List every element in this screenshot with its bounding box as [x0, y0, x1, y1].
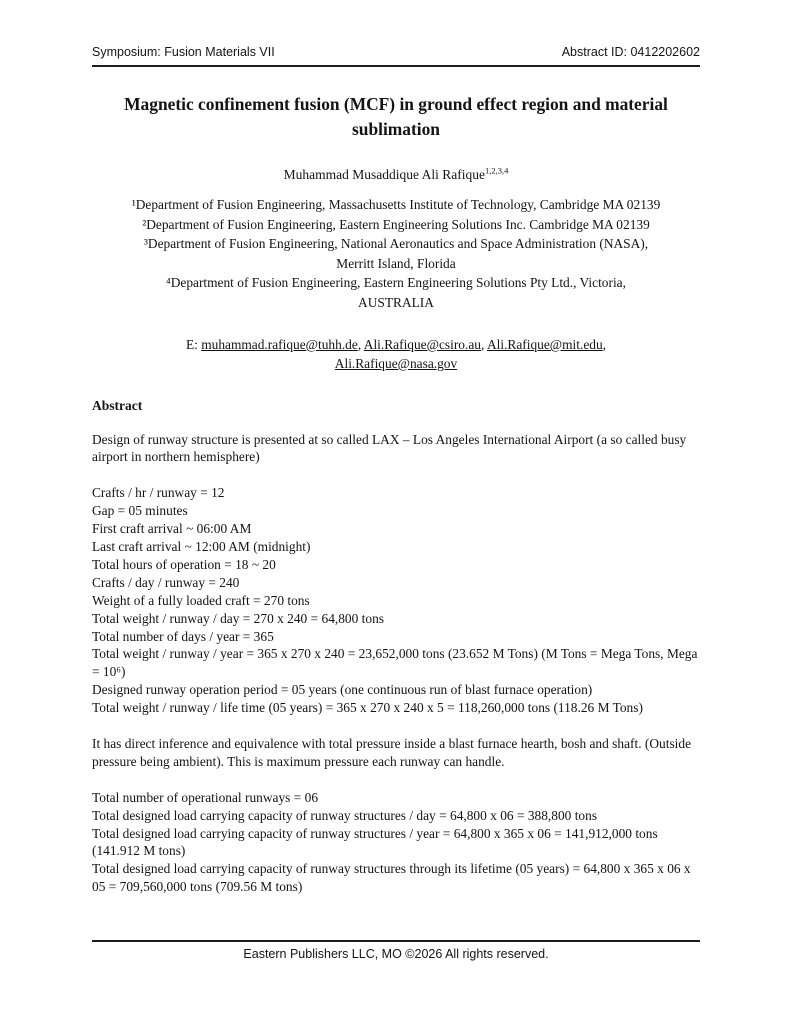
text-line: ³Department of Fusion Engineering, National Aeronautics and Space Administration (NASA), — [143, 236, 649, 252]
abstract-paragraph-capacity — [92, 789, 700, 896]
page-content — [92, 0, 700, 896]
author-line — [92, 166, 700, 185]
email-link-nasa[interactable]: Ali.Rafique@nasa.gov — [334, 356, 458, 372]
text-line: Merritt Island, Florida — [336, 255, 456, 271]
text-line: Last craft arrival ~ 12:00 AM (midnight) — [92, 539, 311, 555]
email-line-2 — [92, 354, 700, 373]
text-line: First craft arrival ~ 06:00 AM — [92, 521, 252, 537]
page-header — [92, 45, 700, 67]
text-line: Total number of operational runways = 06 — [92, 789, 319, 805]
text-line: Total weight / runway / day = 270 x 240 = 64,800 tons — [92, 610, 384, 626]
email-link-csiro[interactable]: Ali.Rafique@csiro.au — [363, 336, 481, 352]
text-line: It has direct inference and equivalence with total pressure inside a blast furnace hearth, bosh and shaft. (Outside pressure being ambient). This is maximum pressure each runway can handle. — [92, 735, 692, 769]
abstract-paragraph-intro — [92, 431, 700, 467]
text-line: Total designed load carrying capacity of runway structures / year = 64,800 x 365 x 06 = 141,912,000 tons (141.912 M tons) — [92, 825, 658, 859]
abstract-heading: Abstract — [92, 398, 143, 414]
abstract-paragraph-inference — [92, 735, 700, 771]
author-affiliation-superscript: 1,2,3,4 — [484, 165, 509, 176]
header-symposium-label: Symposium: Fusion Materials VII — [92, 45, 275, 59]
text-line: Total number of days / year = 365 — [92, 628, 274, 644]
abstract-paragraph-calculations — [92, 484, 700, 717]
text-line: Weight of a fully loaded craft = 270 tons — [92, 592, 310, 608]
text-line: Crafts / hr / runway = 12 — [92, 485, 225, 501]
contact-emails-block — [92, 335, 700, 373]
text-line: Gap = 05 minutes — [92, 503, 188, 519]
email-separator: , — [480, 336, 487, 352]
text-line: Design of runway structure is presented at so called LAX – Los Angeles International Airport (a so called busy airport in northern hemisphere) — [92, 431, 687, 465]
text-line: Designed runway operation period = 05 years (one continuous run of blast furnace operation) — [92, 682, 593, 698]
text-line: Total weight / runway / year = 365 x 270 x 240 = 23,652,000 tons (23.652 M Tons) (M Tons = Mega Tons, Mega = 10⁶) — [92, 646, 698, 680]
text-line: Total weight / runway / life time (05 years) = 365 x 270 x 240 x 5 = 118,260,000 tons (118.26 M Tons) — [92, 700, 643, 716]
text-line: ⁴Department of Fusion Engineering, Eastern Engineering Solutions Pty Ltd., Victoria, — [166, 275, 626, 291]
author-name: Muhammad Musaddique Ali Rafique — [283, 167, 485, 183]
text-line: AUSTRALIA — [358, 294, 434, 310]
text-line: Total designed load carrying capacity of runway structures / day = 64,800 x 06 = 388,800 tons — [92, 807, 598, 823]
email-line-1 — [92, 335, 700, 354]
text-line: Total hours of operation = 18 ~ 20 — [92, 556, 276, 572]
email-trailing-comma: , — [602, 336, 607, 352]
text-line: ¹Department of Fusion Engineering, Massachusetts Institute of Technology, Cambridge MA 02139 — [131, 197, 661, 213]
text-line: Crafts / day / runway = 240 — [92, 574, 240, 590]
paper-title: Magnetic confinement fusion (MCF) in ground effect region and material sublimation — [124, 94, 668, 140]
abstract-body — [92, 431, 700, 896]
email-link-mit[interactable]: Ali.Rafique@mit.edu — [486, 336, 603, 352]
text-line: ²Department of Fusion Engineering, Eastern Engineering Solutions Inc. Cambridge MA 02139 — [142, 216, 650, 232]
email-separator: , — [357, 336, 364, 352]
header-abstract-id: Abstract ID: 0412202602 — [561, 45, 700, 59]
footer-copyright: Eastern Publishers LLC, MO ©2026 All rights reserved. — [243, 947, 549, 961]
text-line: Total designed load carrying capacity of runway structures through its lifetime (05 years) = 64,800 x 365 x 06 x 05 = 709,560,000 tons (709.56 M tons) — [92, 861, 691, 895]
affiliations-block — [92, 195, 700, 312]
email-prefix: E: — [185, 336, 202, 352]
page-footer — [92, 940, 700, 962]
email-link-tuhh[interactable]: muhammad.rafique@tuhh.de — [201, 336, 358, 352]
